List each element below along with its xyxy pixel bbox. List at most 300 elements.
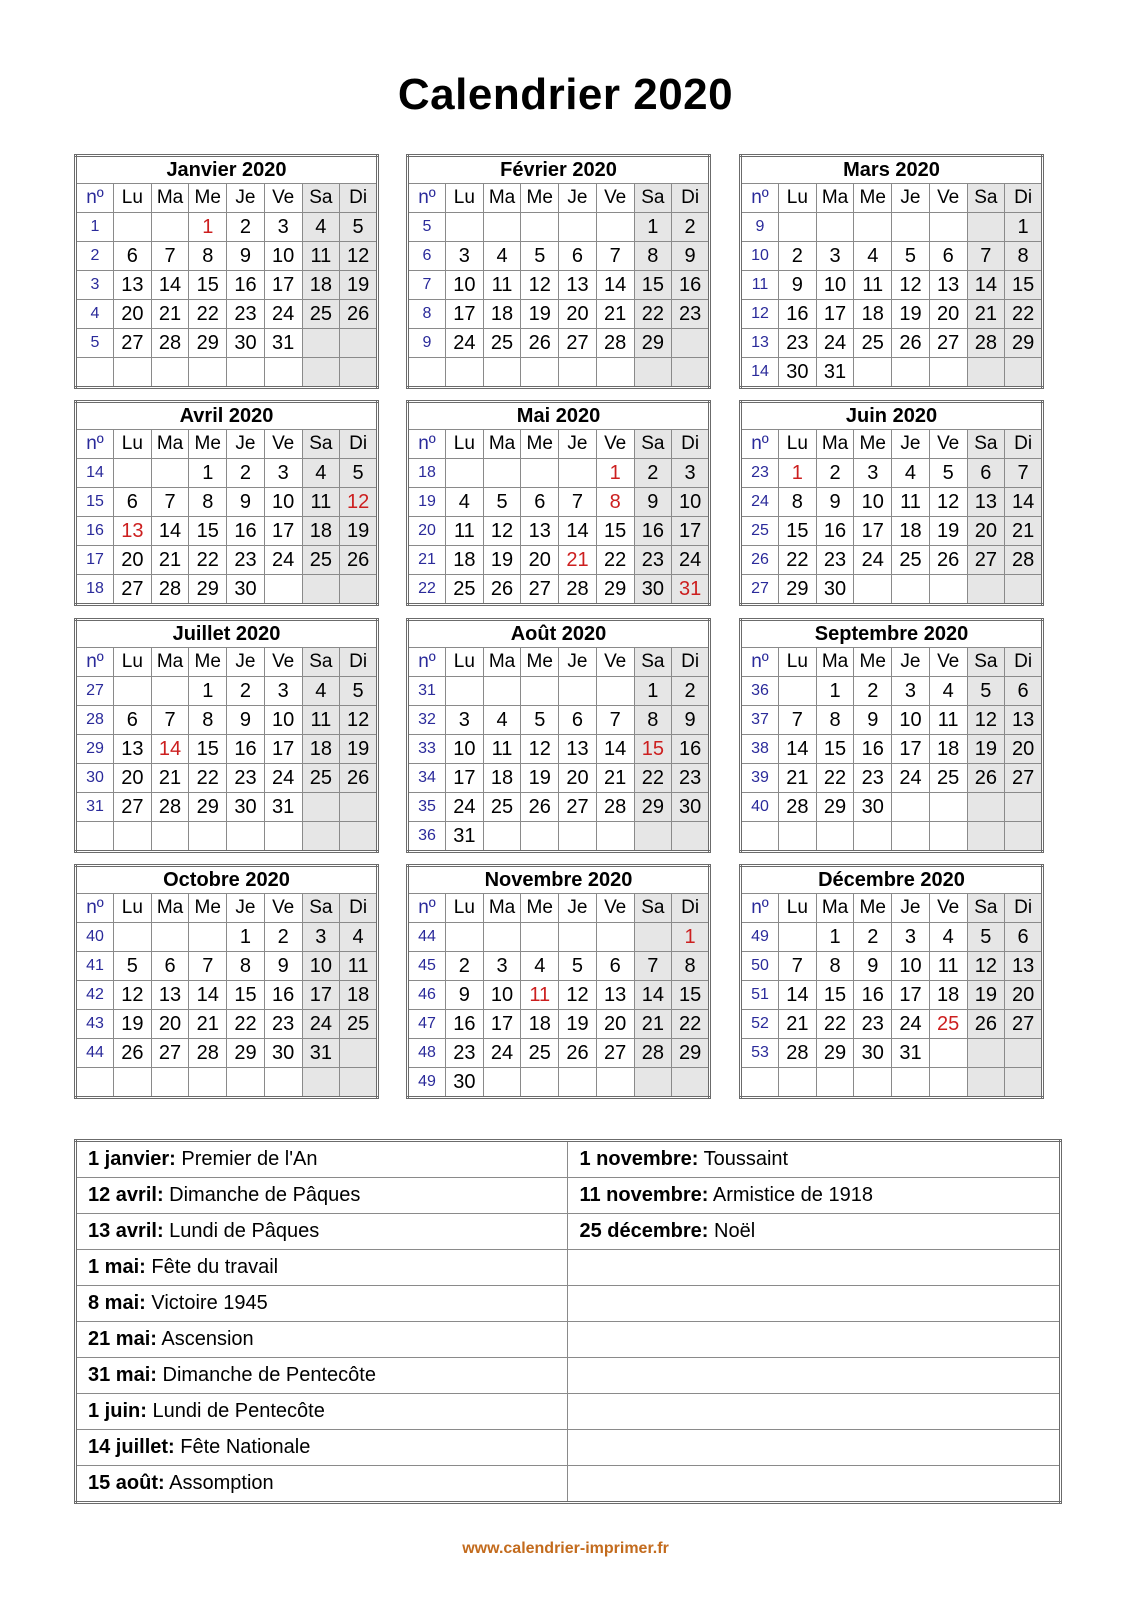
holiday-date: 21 mai: [88,1328,157,1350]
weekday-header: Lu [446,184,484,213]
week-number [76,822,114,852]
day-cell: 18 [892,517,930,546]
weekday-header: Ma [816,184,854,213]
day-cell: 28 [151,329,189,358]
week-row [408,822,710,852]
day-cell: 1 [816,923,854,952]
day-cell [892,358,930,388]
day-cell [446,213,484,242]
holiday-name: Dimanche de Pentecôte [156,1364,376,1386]
day-cell: 22 [634,300,672,329]
weekday-header: Di [340,894,378,923]
day-cell: 20 [1005,981,1043,1010]
day-cell: 19 [967,981,1005,1010]
day-cell: 20 [1005,735,1043,764]
day-cell: 24 [892,1010,930,1039]
weekday-header: Ve [596,430,634,459]
week-row [76,517,378,546]
day-cell: 25 [302,546,340,575]
day-cell: 6 [559,242,597,271]
day-cell [929,1039,967,1068]
week-row [76,271,378,300]
week-row [741,822,1043,852]
day-cell: 9 [779,271,817,300]
holiday-entry [568,1178,1061,1214]
day-cell: 27 [114,329,152,358]
day-cell: 16 [446,1010,484,1039]
day-cell: 30 [779,358,817,388]
weekday-header: Di [672,894,710,923]
week-number: 53 [741,1039,779,1068]
day-cell: 6 [151,952,189,981]
day-cell: 21 [634,1010,672,1039]
holiday-entry [568,1250,1061,1286]
day-cell: 11 [483,271,521,300]
day-cell: 27 [929,329,967,358]
day-cell: 12 [483,517,521,546]
day-cell: 26 [340,300,378,329]
weekday-header: Je [892,184,930,213]
day-cell [929,1068,967,1098]
day-cell [596,1068,634,1098]
day-cell: 24 [264,764,302,793]
day-cell [596,213,634,242]
weekday-header: Ve [264,648,302,677]
day-cell: 5 [483,488,521,517]
week-number: 24 [741,488,779,517]
day-cell: 4 [892,459,930,488]
day-cell: 21 [596,764,634,793]
day-cell: 14 [151,271,189,300]
week-row [408,517,710,546]
week-number: 2 [76,242,114,271]
day-cell: 19 [967,735,1005,764]
week-row [76,822,378,852]
day-cell [446,459,484,488]
month-calendar [739,618,1044,853]
week-number: 13 [741,329,779,358]
day-cell: 11 [854,271,892,300]
day-cell: 19 [114,1010,152,1039]
day-cell [892,793,930,822]
week-number: 5 [76,329,114,358]
day-cell: 19 [521,300,559,329]
day-cell: 15 [634,735,672,764]
week-number: 51 [741,981,779,1010]
day-cell: 21 [779,764,817,793]
day-cell: 29 [816,1039,854,1068]
week-row [408,546,710,575]
week-number-header: nº [76,894,114,923]
weekday-header: Me [521,184,559,213]
day-cell: 4 [483,242,521,271]
day-cell [892,1068,930,1098]
week-number: 26 [741,546,779,575]
day-cell: 11 [929,952,967,981]
weekday-header: Ma [483,648,521,677]
day-cell: 6 [1005,923,1043,952]
day-cell: 10 [483,981,521,1010]
day-cell [264,822,302,852]
day-cell: 4 [521,952,559,981]
week-row [408,764,710,793]
weekday-header: Lu [446,894,484,923]
holiday-date: 11 novembre: [579,1184,709,1206]
month-calendar [739,864,1044,1099]
day-cell: 3 [854,459,892,488]
day-cell [151,677,189,706]
day-cell: 12 [929,488,967,517]
week-number: 27 [741,575,779,605]
day-cell [854,822,892,852]
weekday-header: Lu [114,184,152,213]
holiday-row [76,1394,1061,1430]
day-cell [483,213,521,242]
weekday-header: Ma [483,184,521,213]
day-cell: 5 [559,952,597,981]
day-cell [1005,822,1043,852]
day-cell: 16 [672,271,710,300]
week-number: 19 [408,488,446,517]
day-cell [189,923,227,952]
week-row [741,1010,1043,1039]
week-number-header: nº [408,184,446,213]
day-cell: 12 [521,735,559,764]
week-row [741,300,1043,329]
day-cell: 2 [227,459,265,488]
weekday-header: Ma [151,894,189,923]
week-number: 48 [408,1039,446,1068]
weekday-header: Me [521,894,559,923]
week-row [76,575,378,605]
day-cell: 15 [189,735,227,764]
day-cell: 16 [779,300,817,329]
day-cell: 20 [521,546,559,575]
day-cell [854,358,892,388]
month-name: Septembre 2020 [741,620,1043,648]
week-row [408,358,710,388]
day-cell: 15 [1005,271,1043,300]
day-cell: 12 [340,488,378,517]
day-cell: 14 [967,271,1005,300]
day-cell [189,358,227,388]
day-cell: 31 [816,358,854,388]
weekday-header: Sa [302,430,340,459]
day-cell: 5 [340,213,378,242]
week-row [408,242,710,271]
holiday-date: 15 août: [88,1472,165,1494]
weekday-header: Di [1005,894,1043,923]
holiday-entry [568,1394,1061,1430]
day-cell [967,1068,1005,1098]
day-cell: 8 [596,488,634,517]
week-number: 4 [76,300,114,329]
holiday-date: 8 mai: [88,1292,146,1314]
day-cell: 21 [189,1010,227,1039]
weekday-header: Sa [302,184,340,213]
day-cell [634,923,672,952]
week-number: 23 [741,459,779,488]
week-row [76,1039,378,1068]
day-cell: 5 [340,459,378,488]
day-cell: 23 [816,546,854,575]
day-cell: 23 [446,1039,484,1068]
weekday-header: Lu [779,184,817,213]
weekday-header: Je [227,894,265,923]
weekday-header: Je [559,648,597,677]
holiday-date: 13 avril: [88,1220,164,1242]
day-cell [521,923,559,952]
day-cell: 23 [854,764,892,793]
day-cell: 2 [854,677,892,706]
weekday-header: Di [1005,184,1043,213]
day-cell: 27 [1005,1010,1043,1039]
day-cell: 13 [967,488,1005,517]
day-cell: 30 [264,1039,302,1068]
week-number [741,1068,779,1098]
month-name: Février 2020 [408,156,710,184]
day-cell: 2 [854,923,892,952]
day-cell: 9 [634,488,672,517]
day-cell: 25 [483,793,521,822]
footer-url: www.calendrier-imprimer.fr [462,1540,669,1557]
day-cell: 5 [892,242,930,271]
day-cell: 19 [892,300,930,329]
day-cell [967,358,1005,388]
day-cell [521,358,559,388]
day-cell [967,822,1005,852]
weekday-header: Di [340,184,378,213]
day-cell: 24 [264,300,302,329]
month-name: Janvier 2020 [76,156,378,184]
day-cell [264,358,302,388]
holiday-name: Assomption [164,1472,274,1494]
week-row [741,271,1043,300]
week-row [741,488,1043,517]
day-cell: 5 [967,923,1005,952]
weekday-header: Lu [779,894,817,923]
day-cell: 25 [302,300,340,329]
day-cell: 17 [446,300,484,329]
day-cell: 9 [264,952,302,981]
day-cell: 18 [302,271,340,300]
week-number: 35 [408,793,446,822]
weekday-header: Di [340,430,378,459]
day-cell [521,213,559,242]
day-cell: 11 [302,488,340,517]
day-cell: 1 [189,677,227,706]
day-cell [114,1068,152,1098]
day-cell: 29 [672,1039,710,1068]
day-cell: 18 [302,735,340,764]
holiday-name: Victoire 1945 [145,1292,268,1314]
day-cell: 19 [340,735,378,764]
holiday-name: Armistice de 1918 [708,1184,873,1206]
week-row [76,242,378,271]
holiday-row [76,1358,1061,1394]
day-cell: 30 [446,1068,484,1098]
day-cell: 29 [596,575,634,605]
day-cell: 30 [816,575,854,605]
day-cell: 21 [559,546,597,575]
holiday-row [76,1430,1061,1466]
day-cell: 14 [559,517,597,546]
day-cell [114,677,152,706]
day-cell: 5 [340,677,378,706]
day-cell: 9 [854,952,892,981]
day-cell: 28 [596,329,634,358]
month-calendar [74,864,379,1099]
holiday-date: 1 mai: [88,1256,146,1278]
day-cell: 19 [483,546,521,575]
day-cell: 17 [672,517,710,546]
day-cell: 23 [672,764,710,793]
day-cell [227,1068,265,1098]
day-cell: 3 [892,677,930,706]
month-name: Novembre 2020 [408,866,710,894]
week-number: 37 [741,706,779,735]
holiday-name: Toussaint [698,1148,789,1170]
day-cell: 27 [596,1039,634,1068]
day-cell: 14 [1005,488,1043,517]
day-cell [521,677,559,706]
day-cell: 19 [929,517,967,546]
day-cell: 16 [854,735,892,764]
day-cell: 4 [929,677,967,706]
week-row [741,358,1043,388]
month-calendar [406,864,711,1099]
day-cell [446,923,484,952]
day-cell: 7 [596,242,634,271]
week-number-header: nº [76,430,114,459]
week-number: 3 [76,271,114,300]
day-cell [340,822,378,852]
month-name: Juillet 2020 [76,620,378,648]
month-name: Décembre 2020 [741,866,1043,894]
day-cell: 19 [340,517,378,546]
day-cell: 18 [302,517,340,546]
day-cell: 22 [816,764,854,793]
holiday-entry [568,1286,1061,1322]
week-number: 9 [741,213,779,242]
day-cell [483,358,521,388]
weekday-header: Di [1005,430,1043,459]
day-cell [1005,793,1043,822]
day-cell [559,1068,597,1098]
day-cell [340,358,378,388]
day-cell: 8 [189,488,227,517]
day-cell: 31 [892,1039,930,1068]
day-cell: 28 [1005,546,1043,575]
day-cell [302,358,340,388]
day-cell [779,213,817,242]
holiday-date: 25 décembre: [579,1220,709,1242]
day-cell: 29 [1005,329,1043,358]
day-cell: 25 [892,546,930,575]
day-cell: 22 [1005,300,1043,329]
week-number: 42 [76,981,114,1010]
day-cell: 6 [114,706,152,735]
day-cell: 13 [151,981,189,1010]
week-number: 12 [741,300,779,329]
day-cell: 27 [559,793,597,822]
day-cell [151,459,189,488]
day-cell: 25 [521,1039,559,1068]
weekday-header: Me [521,430,559,459]
weekday-header: Sa [302,894,340,923]
weekday-header: Di [672,648,710,677]
day-cell [559,213,597,242]
day-cell: 12 [559,981,597,1010]
day-cell: 9 [227,242,265,271]
holiday-entry [568,1430,1061,1466]
holiday-entry [76,1394,568,1430]
day-cell: 16 [227,517,265,546]
holiday-entry [76,1141,568,1178]
week-number: 11 [741,271,779,300]
weekday-header: Ma [151,430,189,459]
day-cell: 11 [446,517,484,546]
day-cell: 27 [151,1039,189,1068]
weekday-header: Sa [967,894,1005,923]
week-number: 16 [76,517,114,546]
day-cell: 10 [854,488,892,517]
day-cell [929,793,967,822]
holiday-row [76,1141,1061,1178]
day-cell: 23 [634,546,672,575]
day-cell: 21 [967,300,1005,329]
holiday-date: 1 janvier: [88,1148,176,1170]
day-cell: 17 [892,981,930,1010]
day-cell [672,329,710,358]
day-cell: 17 [446,764,484,793]
week-row [76,735,378,764]
day-cell: 17 [483,1010,521,1039]
day-cell: 6 [1005,677,1043,706]
week-row [741,923,1043,952]
day-cell: 29 [189,329,227,358]
day-cell: 26 [521,329,559,358]
weekday-header: Sa [967,430,1005,459]
week-row [741,517,1043,546]
day-cell: 20 [967,517,1005,546]
week-row [408,735,710,764]
week-number: 34 [408,764,446,793]
day-cell: 15 [189,517,227,546]
day-cell: 22 [634,764,672,793]
week-number: 30 [76,764,114,793]
day-cell: 11 [302,706,340,735]
day-cell: 28 [779,1039,817,1068]
holiday-name: Noël [708,1220,756,1242]
day-cell: 16 [672,735,710,764]
day-cell: 23 [227,764,265,793]
weekday-header: Je [559,184,597,213]
day-cell: 25 [929,764,967,793]
day-cell: 22 [672,1010,710,1039]
day-cell: 26 [340,546,378,575]
day-cell [151,1068,189,1098]
day-cell [151,923,189,952]
day-cell: 13 [114,735,152,764]
day-cell: 31 [264,329,302,358]
day-cell: 17 [264,735,302,764]
week-number [741,822,779,852]
day-cell: 26 [340,764,378,793]
day-cell: 13 [559,271,597,300]
week-row [741,677,1043,706]
week-number: 49 [741,923,779,952]
